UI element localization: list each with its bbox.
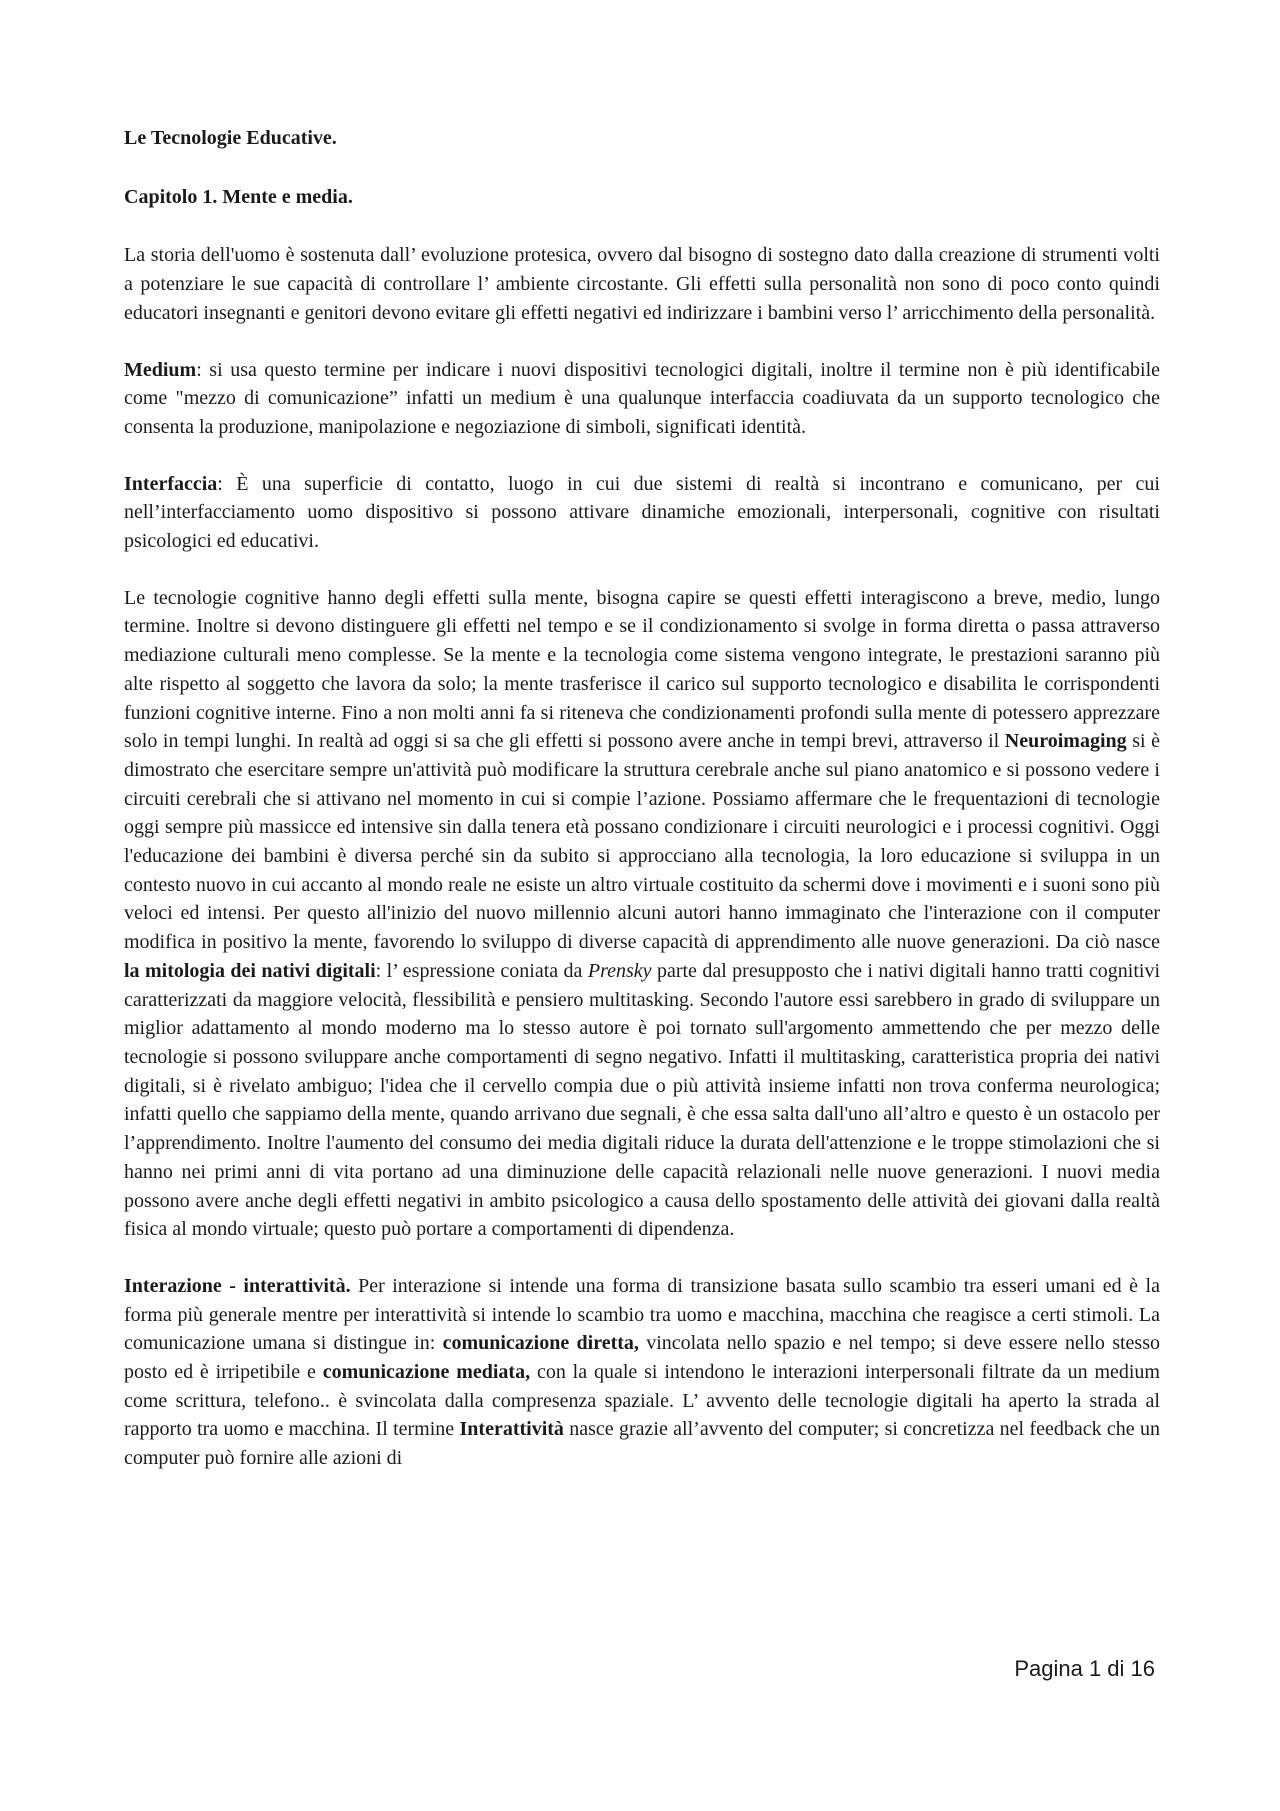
paragraph-intro: La storia dell'uomo è sostenuta dall’ evoluzione protesica, ovvero dal bisogno di sostegno dato dalla creazione di strumenti volti a potenziare le sue capacità di controllare l’ ambiente circostante. Gli effetti sulla personalità non sono di poco conto quindi educatori insegnanti e genitori devono evitare gli effetti negativi ed indirizzare i bambini verso l’ arricchimento della personalità. <box>124 244 1160 324</box>
interfaccia-definition: : È una superficie di contatto, luogo in cui due sistemi di realtà si incontrano e comunicano, per cui nell’interfacciamento uomo dispositivo si possono attivare dinamiche emozionali, interpersonali, cognitive con risultati psicologici ed educativi. <box>124 472 1160 553</box>
paragraph-cognitive-technologies <box>124 584 1160 1244</box>
term-nativi-digitali: la mitologia dei nativi digitali <box>124 959 376 982</box>
paragraph-interfaccia <box>124 470 1160 556</box>
term-interattivita: Interattività <box>459 1418 564 1441</box>
term-interfaccia: Interfaccia <box>124 472 218 495</box>
chapter-heading: Capitolo 1. Mente e media. <box>124 185 353 208</box>
interazione-text-4: nasce grazie all’avvento del computer; si concretizza nel feedback che un computer può fornire alle azioni di <box>124 1418 1160 1470</box>
cognitive-text-4: parte dal presupposto che i nativi digitali hanno tratti cognitivi caratterizzati da maggiore velocità, flessibilità e pensiero multitasking. Secondo l'autore essi sarebbero in grado di sviluppare un miglior adattamento al mondo moderno ma lo stesso autore è poi tornato sull'argomento ammettendo che per mezzo delle tecnologie si possono sviluppare anche comportamenti di segno negativo. Infatti il multitasking, caratteristica propria dei nativi digitali, si è rivelato ambiguo; l'idea che il cervello compia due o più attività insieme infatti non trova conferma neurologica; infatti quello che sappiamo della mente, quando arrivano due segnali, è che essa salta dall'uno all’altro e questo è un ostacolo per l’apprendimento. Inoltre l'aumento del consumo dei media digitali riduce la durata dell'attenzione e le troppe stimolazioni che si hanno nei primi anni di vita portano ad una diminuzione delle capacità relazionali nelle nuove generazioni. I nuovi media possono avere anche degli effetti negativi in ambito psicologico a causa dello spostamento delle attività dei giovani dalla realtà fisica al mondo virtuale; questo può portare a comportamenti di dipendenza. <box>124 959 1161 1241</box>
term-interazione: Interazione - interattività. <box>124 1274 351 1297</box>
cognitive-text-2: si è dimostrato che esercitare sempre un'attività può modificare la struttura cerebrale anche sul piano anatomico e si possono vedere i circuiti cerebrali che si attivano nel momento in cui si compie l’azione. Possiamo affermare che le frequentazioni di tecnologie oggi sempre più massicce ed intensive sin dalla tenera età possano condizionare i circuiti neurologici e i processi cognitivi. Oggi l'educazione dei bambini è diversa perché sin da subito si approcciano alla tecnologia, la loro educazione si sviluppa in un contesto nuovo in cui accanto al mondo reale ne esiste un altro virtuale costituito da schermi dove i movimenti e i suoni sono più veloci ed intensi. Per questo all'inizio del nuovo millennio alcuni autori hanno immaginato che l'interazione con il computer modifica in positivo la mente, favorendo lo sviluppo di diverse capacità di apprendimento alle nuove generazioni. Da ciò nasce <box>124 730 1160 954</box>
term-comunicazione-mediata: comunicazione mediata, <box>322 1361 531 1384</box>
medium-definition: : si usa questo termine per indicare i nuovi dispositivi tecnologici digitali, inoltre il termine non è più identificabile come "mezzo di comunicazione” infatti un medium è una qualunque interfaccia coadiuvata da un supporto tecnologico che consenta la produzione, manipolazione e negoziazione di simboli, significati identità. <box>124 358 1160 438</box>
cognitive-text-1: Le tecnologie cognitive hanno degli effetti sulla mente, bisogna capire se questi effetti interagiscono a breve, medio, lungo termine. Inoltre si devono distinguere gli effetti nel tempo e se il condizionamento si svolge in forma diretta o passa attraverso mediazione culturali meno complesse. Se la mente e la tecnologia come sistema vengono integrate, le prestazioni saranno più alte rispetto al soggetto che lavora da solo; la mente trasferisce il carico sul supporto tecnologico e disabilita le corrispondenti funzioni cognitive interne. Fino a non molti anni fa si riteneva che condizionamenti profondi sulla mente di potessero apprezzare solo in tempi lunghi. In realtà ad oggi si sa che gli effetti si possono avere anche in tempi brevi, attraverso il <box>124 586 1160 753</box>
interazione-text-3: con la quale si intendono le interazioni interpersonali filtrate da un medium come scrittura, telefono.. è svincolata dalla compresenza spaziale. L’ avvento delle tecnologie digitali ha aperto la strada al rapporto tra uomo e macchina. Il termine <box>124 1361 1160 1441</box>
cognitive-text-3: : l’ espressione coniata da <box>375 959 588 982</box>
interazione-text-2: vincolata nello spazio e nel tempo; si deve essere nello stesso posto ed è irripetibile e <box>124 1332 1160 1384</box>
paragraph-medium <box>124 356 1160 442</box>
term-comunicazione-diretta: comunicazione diretta, <box>442 1332 639 1355</box>
term-neuroimaging: Neuroimaging <box>1004 730 1127 753</box>
author-prensky: Prensky <box>587 959 652 982</box>
paragraph-interazione <box>124 1272 1160 1473</box>
document-title: Le Tecnologie Educative. <box>124 127 337 149</box>
page-number: Pagina 1 di 16 <box>1014 1656 1155 1681</box>
term-medium: Medium <box>124 358 197 381</box>
page-content <box>124 124 1160 1501</box>
interazione-text-1: Per interazione si intende una forma di transizione basata sullo scambio tra esseri umani ed è la forma più generale mentre per interattività si intende lo scambio tra uomo e macchina, macchina che reagisce a certi stimoli. La comunicazione umana si distingue in: <box>124 1274 1160 1355</box>
